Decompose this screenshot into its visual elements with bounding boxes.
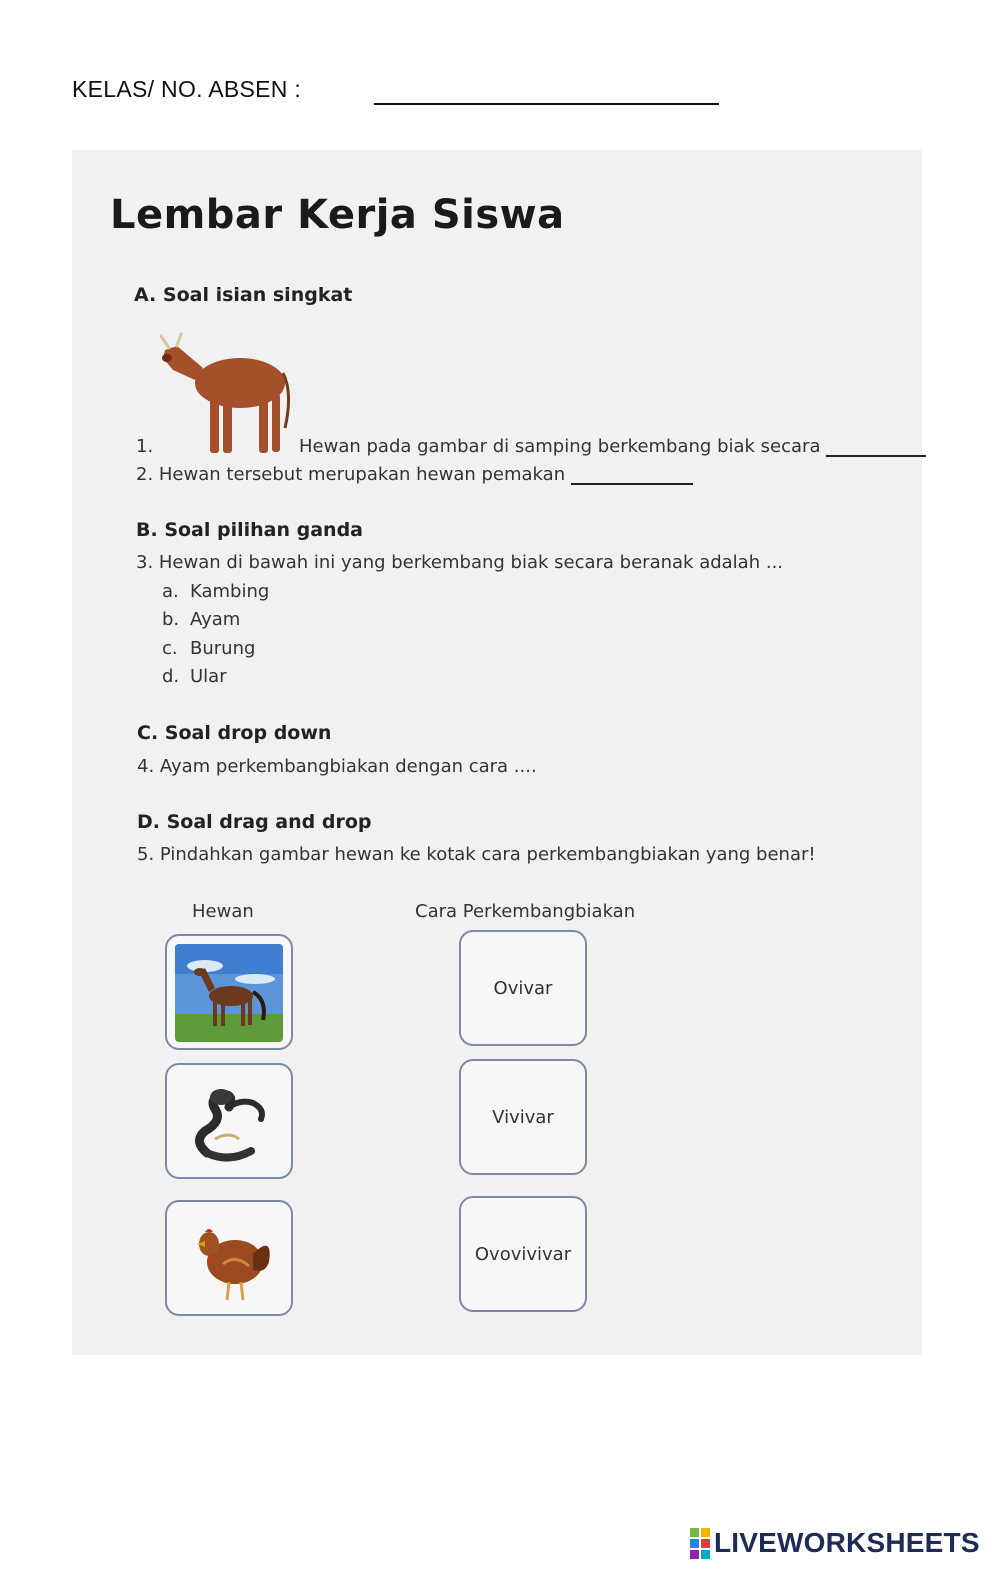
- question-1-answer-blank[interactable]: [826, 455, 926, 457]
- cow-image: [155, 318, 295, 458]
- horse-card[interactable]: [165, 934, 293, 1050]
- question-1-text: Hewan pada gambar di samping berkembang biak secara: [299, 436, 821, 457]
- animals-column-heading: Hewan: [192, 901, 254, 922]
- question-2-answer-blank[interactable]: [571, 483, 693, 485]
- worksheet-title: Lembar Kerja Siswa: [110, 192, 565, 238]
- chicken-card[interactable]: [165, 1200, 293, 1316]
- option-c[interactable]: c. Burung: [162, 638, 256, 659]
- section-c-heading: C. Soal drop down: [137, 722, 332, 744]
- logo-text: LIVEWORKSHEETS: [714, 1527, 980, 1558]
- question-4-text: 4. Ayam perkembangbiakan dengan cara ....: [137, 756, 537, 777]
- class-number-label: KELAS/ NO. ABSEN :: [72, 76, 302, 102]
- section-b-heading: B. Soal pilihan ganda: [136, 519, 363, 541]
- section-a-heading: A. Soal isian singkat: [134, 284, 353, 306]
- question-5-text: 5. Pindahkan gambar hewan ke kotak cara perkembangbiakan yang benar!: [137, 844, 816, 865]
- section-d-heading: D. Soal drag and drop: [137, 811, 372, 833]
- question-3-text: 3. Hewan di bawah ini yang berkembang biak secara beranak adalah ...: [136, 552, 784, 573]
- horse-image: [175, 944, 283, 1042]
- snake-image: [189, 1079, 273, 1165]
- ovivar-drop-box[interactable]: Ovivar: [459, 930, 587, 1046]
- ovovivivar-drop-box[interactable]: Ovovivivar: [459, 1196, 587, 1312]
- question-2-text: 2. Hewan tersebut merupakan hewan pemakan: [136, 464, 566, 485]
- option-a[interactable]: a. Kambing: [162, 581, 270, 602]
- logo-grid-icon: [690, 1528, 710, 1559]
- liveworksheets-logo: [690, 1527, 980, 1559]
- chicken-image: [183, 1214, 279, 1306]
- methods-column-heading: Cara Perkembangbiakan: [415, 901, 636, 922]
- snake-card[interactable]: [165, 1063, 293, 1179]
- vivivar-drop-box[interactable]: Vivivar: [459, 1059, 587, 1175]
- option-d[interactable]: d. Ular: [162, 666, 227, 687]
- question-1-number: 1.: [136, 436, 154, 457]
- option-b[interactable]: b. Ayam: [162, 609, 241, 630]
- class-number-answer-line[interactable]: [374, 103, 719, 105]
